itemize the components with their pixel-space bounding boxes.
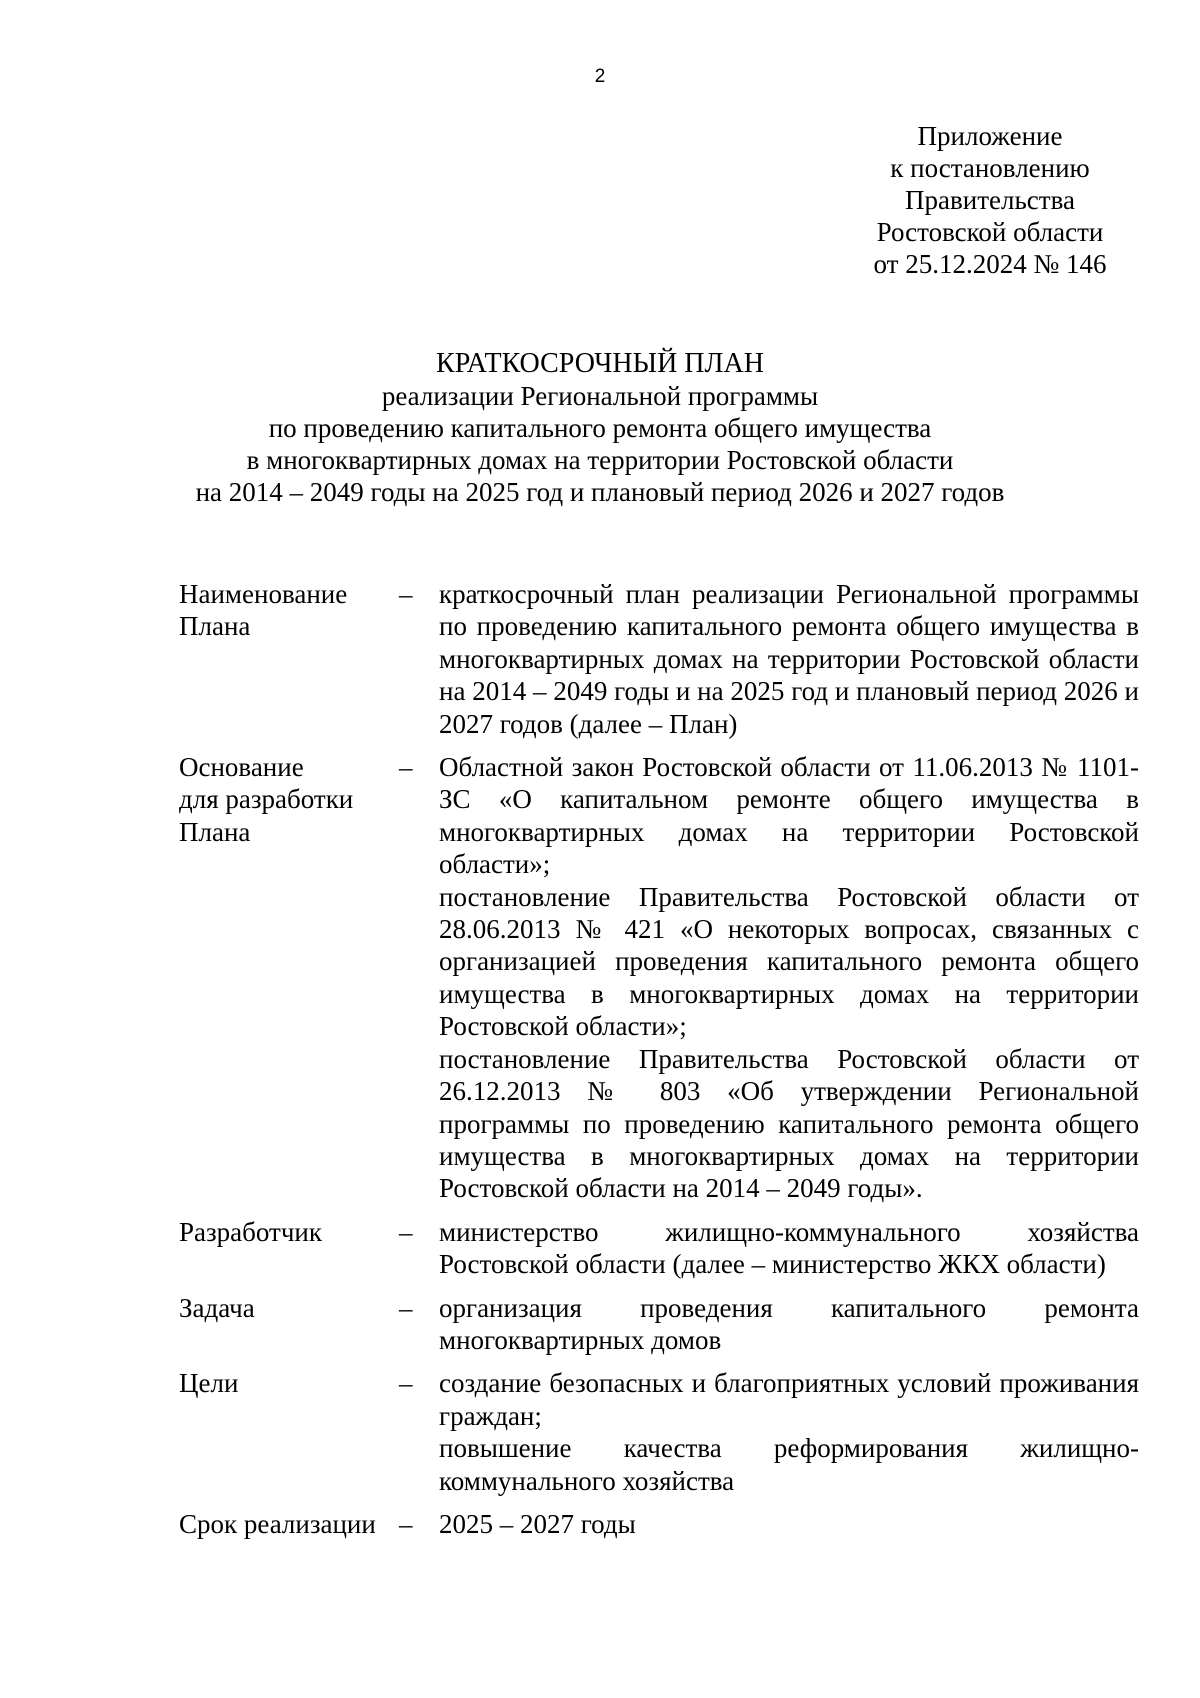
row-value — [439, 1216, 1139, 1281]
row-paragraph: постановление Правительства Ростовской области от 26.12.2013 № 803 «Об утверждении Региональной программы по проведению капитального ремонта общего имущества в многоквартирных домах на территории Ростовской области на 2014 – 2049 годы». — [439, 1043, 1139, 1204]
row-label-line: Наименование — [179, 579, 348, 609]
row-label-line: Срок реализации — [179, 1508, 376, 1539]
row-paragraph: 2025 – 2027 годы — [439, 1508, 636, 1539]
row-label — [179, 751, 399, 848]
passport-row-task — [179, 1292, 1139, 1357]
passport-row-developer — [179, 1216, 1139, 1281]
title-line: на 2014 – 2049 годы на 2025 год и плановый период 2026 и 2027 годов — [195, 477, 1005, 507]
appendix-date-number: от 25.12.2024 № 146 — [873, 249, 1107, 279]
row-label-line: Основание — [179, 752, 304, 783]
row-label — [179, 1216, 399, 1248]
row-dash: – — [399, 1292, 413, 1323]
row-value — [439, 578, 1139, 740]
row-dash: – — [399, 1216, 413, 1247]
row-label — [179, 1367, 399, 1399]
row-label-line: Плана — [179, 816, 251, 847]
passport-row-term — [179, 1508, 1139, 1540]
title-line: по проведению капитального ремонта общего имущества — [268, 413, 932, 443]
row-dash: – — [399, 752, 413, 783]
page-number: 2 — [594, 66, 606, 87]
row-paragraph: организация проведения капитального ремонта многоквартирных домов — [439, 1292, 1139, 1355]
title-line: в многоквартирных домах на территории Ростовской области — [246, 445, 954, 475]
title-line: реализации Региональной программы — [381, 381, 819, 411]
row-label-line: Цели — [179, 1368, 239, 1399]
row-paragraph: Областной закон Ростовской области от 11.06.2013 № 1101-ЗС «О капитальном ремонте общего имущества в многоквартирных домах на территории Ростовской области»; — [439, 752, 1139, 880]
appendix-line: к постановлению — [890, 153, 1090, 183]
passport-row-goals — [179, 1367, 1139, 1497]
appendix-line: Приложение — [917, 121, 1063, 151]
main-title: КРАТКОСРОЧНЫЙ ПЛАН — [436, 348, 764, 379]
row-label-line: Разработчик — [179, 1216, 322, 1247]
passport-row-basis — [179, 751, 1139, 1205]
row-label-line: Задача — [179, 1292, 255, 1323]
row-paragraph: министерство жилищно-коммунального хозяйства Ростовской области (далее – министерство ЖКХ области) — [439, 1216, 1139, 1280]
row-paragraph: повышение качества реформирования жилищно-коммунального хозяйства — [439, 1433, 1139, 1496]
row-dash: – — [399, 1368, 413, 1399]
row-value — [439, 751, 1139, 1205]
appendix-line: Ростовской области — [876, 217, 1104, 247]
passport-row-name — [179, 578, 1139, 740]
row-paragraph: постановление Правительства Ростовской области от 28.06.2013 № 421 «О некоторых вопросах, связанных с организацией проведения капитального ремонта общего имущества в многоквартирных домах на территории Ростовской области»; — [439, 881, 1139, 1042]
document-title — [0, 348, 1200, 508]
plan-passport — [179, 578, 1139, 1551]
row-label-line: для разработки — [179, 784, 354, 815]
row-label — [179, 1292, 399, 1324]
row-dash: – — [399, 579, 413, 609]
row-value — [439, 1292, 1139, 1357]
row-paragraph: краткосрочный план реализации Региональной программы по проведению капитального ремонта общего имущества в многоквартирных домах на территории Ростовской области на 2014 – 2049 годы и на 2025 год и плановый период 2026 и 2027 годов (далее – План) — [439, 579, 1139, 739]
row-paragraph: создание безопасных и благоприятных условий проживания граждан; — [439, 1368, 1139, 1431]
row-value — [439, 1508, 1139, 1540]
row-label — [179, 578, 399, 643]
appendix-block — [830, 120, 1150, 280]
row-value — [439, 1367, 1139, 1497]
row-label — [179, 1508, 399, 1540]
row-dash: – — [399, 1508, 413, 1539]
row-label-line: Плана — [179, 611, 251, 642]
appendix-line: Правительства — [905, 185, 1075, 215]
